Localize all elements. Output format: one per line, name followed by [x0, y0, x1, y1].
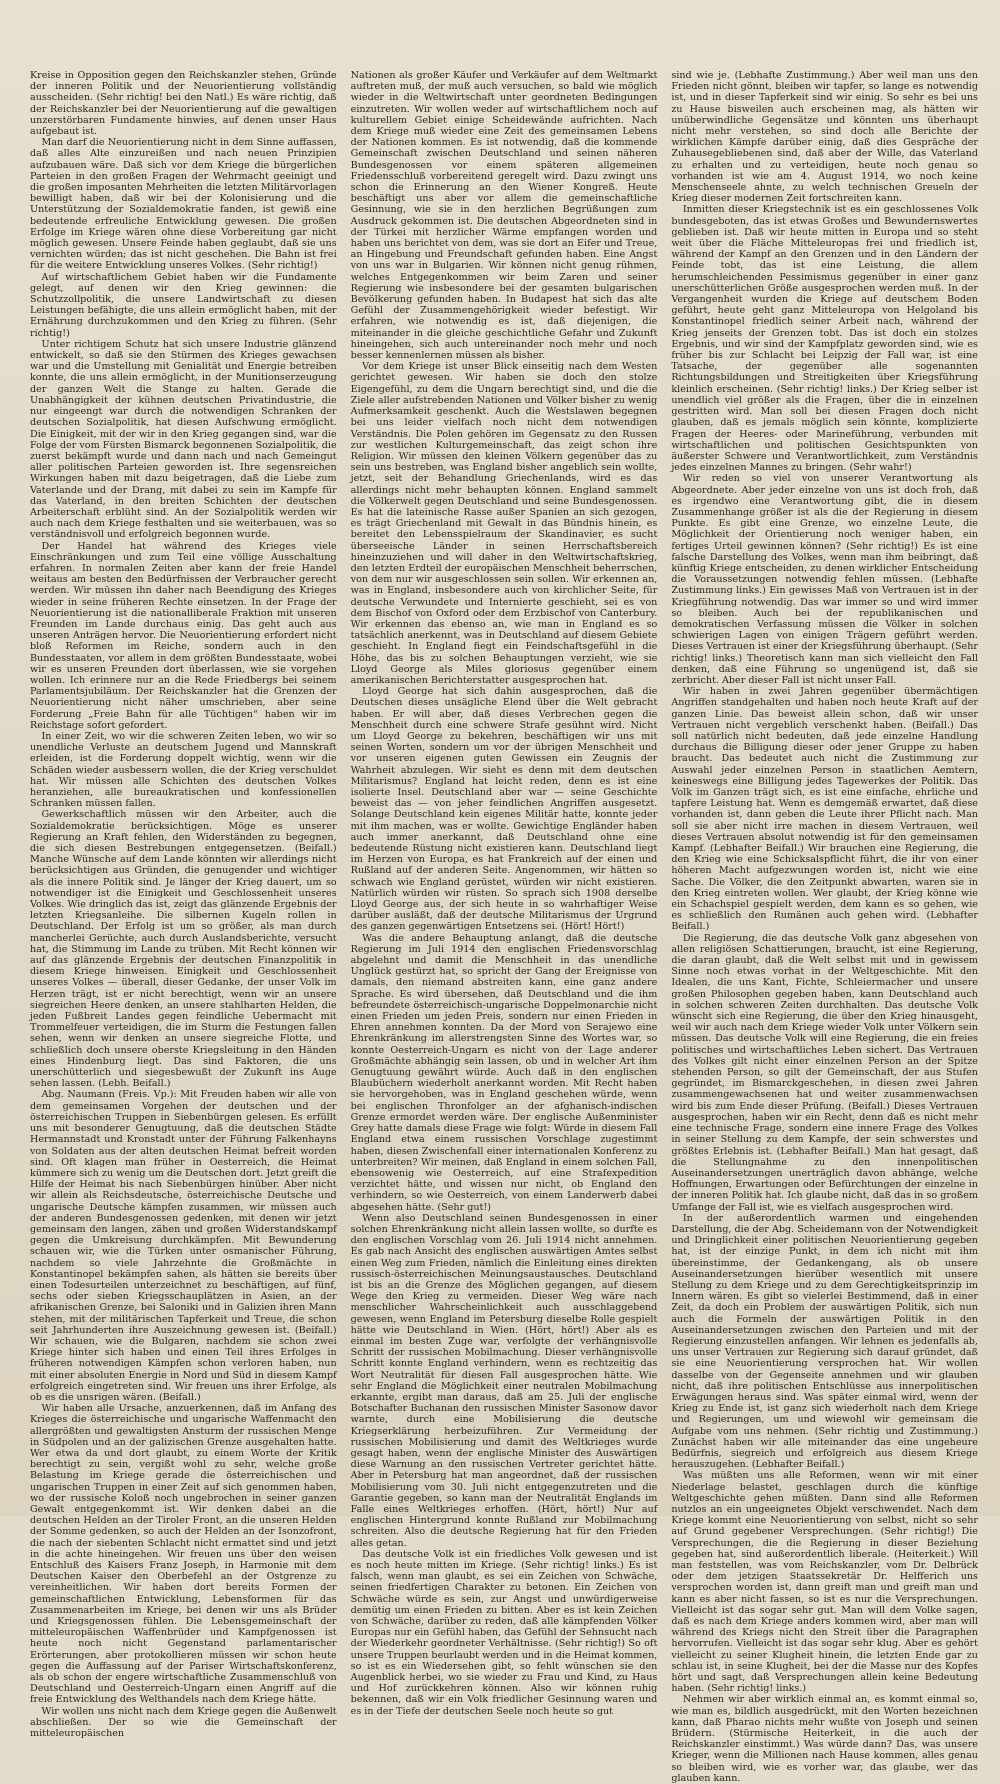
- paragraph: Gewerkschaftlich müssen wir den Arbeiter, auch die Sozialdemokratie berücksichtigen. Möge es unserer Regierung an Kraft fehlen, den Widerständen zu begegnen, die sich diesen Bestrebungen entgegensetzen. (Beifall.) Manche Wünsche auf dem Lande könnten wir allerdings nicht berücksichtigen aus Gründen, die genugender und wichtiger als die innere Politik sind. Je länger der Krieg dauert, um so notwendiger ist die Einigkeit und Geschlossenheit unseres Volkes. Wie dringlich das ist, zeigt das glänzende Ergebnis der letzten Kriegsanleihe. Die silbernen Kugeln rollen in Deutschland. Der Erfolg ist um so größer, als man durch mancherlei Gerüchte, auch durch Auslandsberichte, versucht hat, die Stimmung im Lande zu trüben. Mit Recht können wir auf das glänzende Ergebnis der deutschen Finanzpolitik in diesem Kriege hinweisen. Einigkeit und Geschlossenheit unseres Volkes — überall, dieser Gedanke, der unser Volk im Herzen trägt, ist er nicht berechtigt, wenn wir an unsere siegreichen Heere denken, an unsere stahlharten Helden, die jeden Fußbreit Landes gegen feindliche Uebermacht mit Trommelfeuer verteidigen, die im Sturm die Festungen fallen sehen, wenn wir denken an unsere siegreiche Flotte, und schließlich doch unsere oberste Kriegsleitung in den Händen eines Hindenburg liegt. Das sind Faktoren, die uns unerschütterlich und siegesbewußt der Zukunft ins Auge sehen lassen. (Lebh. Beifall.): [30, 809, 337, 1090]
- paragraph: Wenn also Deutschland seinen Bundesgenossen in einer solchen Ehrenkränkung nicht allein lassen wollte, so durfte es den englischen Vorschlag vom 26. Juli 1914 nicht annehmen. Es gab nach Ansicht des englischen auswärtigen Amtes selbst einen Weg zum Frieden, nämlich die Einleitung eines direkten russisch-österreichischen Meinungsaustausches. Deutschland ist bis an die Grenze des Möglichen gegangen, auf diesem Wege den Krieg zu vermeiden. Dieser Weg wäre nach menschlicher Wahrscheinlichkeit auch ausschlaggebend gewesen, wenn England im Petersburg dieselbe Rolle gespielt hätte wie Deutschland in Wien. (Hört, hört!) Aber als es einmal im besten Zuge war, verfolgte der verhängnisvolle Schritt der russischen Mobilmachung. Dieser verhängnisvolle Schritt konnte England verhindern, wenn es rechtzeitig das Wort Neutralität für diesen Fall ausgesprochen hätte. Wie sehr England die Möglichkeit einer neutralen Mobilmachung erkannte, ergibt man daraus, daß am 25. Juli der englische Botschafter Buchanan den russischen Minister Sasonow davor warnte, durch eine Mobilisierung die deutsche Kriegserklärung herbeizuführen. Zur Vermeidung der russischen Mobilisierung und damit des Weltkrieges wurde gesagt haben, wenn der englische Minister des Auswärtigen diese Warnung an den russischen Vertreter gerichtet hätte. Aber in Petersburg hat man angeordnet, daß der russischen Mobilisierung vom 30. Juli nicht entgegenzutreten und die Garantie gegeben, so kann man der Neutralität Englands im Falle eines Weltkrieges erhoffen. (Hört, hört!) Nur auf englischen Hintergrund konnte Rußland zur Mobilmachung schreiten. Also die deutsche Regierung hat für den Frieden alles getan.: [350, 1212, 658, 1549]
- paragraph: Wir reden so viel von unserer Verantwortung als Abgeordnete. Aber jeder einzelne von uns ist doch froh, daß es irgendwo eine Verantwortung gibt, die in diesem Zusammenhange größer ist als die der Regierung in diesem Punkte. Es gibt eine Grenze, wo einzelne Leute, die Möglichkeit der Orientierung noch weniger haben, ein fertiges Urteil gewinnen können? (Sehr richtig!) Es ist eine falsche Darstellung des Volkes, wenn man ihm beibringt, daß künftig Kriege entscheiden, zu denen wirklicher Entscheidung die Voraussetzungen notwendig fehlen müssen. (Lebhafte Zustimmung links.) Ein gewisses Maß von Vertrauen ist in der Kriegführung notwendig. Das war immer so und wird immer so bleiben. Auch bei der republikanischen und demokratischen Verfassung müssen die Völker in solchen schwierigen Lagen von einigen Trägern geführt werden. Dieses Vertrauen ist einer der Kriegsführung überhaupt. (Sehr richtig! links.) Theoretisch kann man sich vielleicht den Fall denken, daß eine Führung so ungenügend ist, daß sie zerbricht. Aber dieser Fall ist nicht unser Fall.: [671, 473, 978, 686]
- paragraph: Wir wollen uns nicht nach dem Kriege gegen die Außenwelt abschließen. Der so wie die Gemeinschaft der mitteleuropäischen: [30, 1705, 337, 1740]
- text-columns: [30, 70, 978, 1784]
- column-right: [671, 70, 978, 1784]
- paragraph: sind wie je. (Lebhafte Zustimmung.) Aber weil man uns den Frieden nicht gönnt, bleiben wir tapfer, so lange es notwendig ist, und in dieser Tapferkeit sind wir einig. So sehr es bei uns zu Hause bisweilen auch erscheinen mag, als hätten wir unüberwindliche Gegensätze und könnten uns überhaupt nicht mehr verstehen, so sind doch alle Berichte der wirklichen Kämpfe darüber einig, daß dies Gespräche der Zuhausegebliebenen sind, daß aber der Wille, das Vaterland zu erhalten und zu verteidigen, heute noch genau so vorhanden ist wie am 4. August 1914, wo noch keine Menschenseele ahnte, zu welch technischen Greueln der Krieg dieser modernen Zeit fortschreiten kann.: [671, 70, 978, 205]
- column-middle: [351, 70, 658, 1784]
- paragraph: Wir haben in zwei Jahren gegenüber übermächtigen Angriffen standgehalten und haben noch heute Kraft auf der ganzen Linie. Das beweist allein schon, daß wir unser Vertrauen nicht vergeblich verschenkt haben. (Beifall.) Das soll natürlich nicht bedeuten, daß jede einzelne Handlung durchaus die Billigung dieser oder jener Gruppe zu haben braucht. Das bedeutet auch nicht die Zustimmung zur Auswahl jeder einzelnen Person in staatlichen Aemtern, keineswegs eine Billigung jedes Tagewerkes der Politik. Das Volk im Ganzen trägt sich, es ist eine einfache, ehrliche und tapfere Leistung hat. Wenn es demgemäß erwartet, daß diese vorhanden ist, dann geben die Leute ihrer Pflicht nach. Man soll sie aber nicht irre machen in diesem Vertrauen, weil dieses Vertrauen absolut notwendig ist für den gemeinsamen Kampf. (Lebhafter Beifall.) Wir brauchen eine Regierung, die den Krieg wie eine Schicksalspflicht führt, die ihr von einer höheren Macht aufgezwungen worden ist, nicht wie eine Sache. Die Völker, die den Zeitpunkt abwarten, waren sie in den Krieg eintreten wollen. Wer glaubt, der Krieg könne wie ein Schachspiel gespielt werden, dem kann es so gehen, wie es schließlich den Rumänen auch gehen wird. (Lebhafter Beifall.): [671, 686, 978, 933]
- paragraph: Die Regierung, die das deutsche Volk ganz abgesehen von allen religiösen Schattierungen, braucht, ist eine Regierung, die daran glaubt, daß die Welt selbst mit und in gewissem Sinne noch etwas vorhat in der Weltgeschichte. Mit den Idealen, die uns Kant, Fichte, Schleiermacher und unsere großen Philosophen gegeben haben, kann Deutschland auch in solchen schweren Zeiten durchhalten. Das deutsche Volk wünscht sich eine Regierung, die über den Krieg hinausgeht, weil wir auch nach dem Kriege wieder Volk unter Völkern sein müssen. Das deutsche Volk will eine Regierung, die ein freies politisches und wirtschaftliches Leben sichert. Das Vertrauen des Volkes gilt nicht einer einzelnen Person an der Spitze stehenden Person, so gilt der Gemeinschaft, der aus Stufen gegründet, im Bismarckgeschehen, in diesen zwei Jahren zusammengewachsenen hat und weiter zusammenwachsen wird bis zum Ende dieser Prüfung. (Beifall.) Dieses Vertrauen ausgesprochen, haben wir ein Recht, denn daß es nicht mehr eine technische Frage, sondern eine innere Frage des Volkes in seiner Stellung zu dem Kampfe, der sein schwerstes und größtes Erlebnis ist. (Lebhafter Beifall.) Man hat gesagt, daß die Stellungnahme zu den innenpolitischen Auseinandersetzungen unerträglich davon abhänge, welche Hoffnungen, Erwartungen oder Befürchtungen der einzelne in der inneren Politik hat. Ich glaube nicht, daß das in so großem Umfange der Fall ist, wie es vielfach ausgesprochen wird.: [671, 932, 978, 1213]
- paragraph: Inmitten dieser Kriegstechnik ist es ein geschlossenes Volk bundesgeboten, das ist etwas Großes und Bewundernswertes geblieben ist. Daß wir heute mitten in Europa und so steht weit über die Fläche Mitteleuropas frei und friedlich ist, während der Kampf an den Grenzen und in den Ländern der Feinde tobt, das ist eine Leistung, die allem herumschleichenden Pessimismus gegenüber in einer ganz unerschütterlichen Größe ausgesprochen werden muß. In der Vergangenheit wurden die Kriege auf deutschem Boden geführt, heute geht ganz Mitteleuropa von Helgoland bis Konstantinopel friedlich seiner Arbeit nach, während der Krieg jenseits der Grenzen tobt. Das ist doch ein stolzes Ergebnis, und wir sind der Kampfplatz geworden sind, wie es früher bis zur Schlacht bei Leipzig der Fall war, ist eine Tatsache, der gegenüber alle sogenannten Richtungsbildungen und Streitigkeiten über Kriegsführung kleinlich erscheinen. (Sehr richtig! links.) Der Krieg selber ist unendlich viel größer als die Fragen, über die in einzelnen gestritten wird. Man soll bei diesen Fragen doch nicht glauben, daß es jemals möglich sein könnte, komplizierte Fragen der Heeres- oder Marineführung, verbunden mit wirtschaftlichen und politischen Gesichtspunkten von äußerster Schwere und Verantwortlichkeit, zum Verständnis jedes einzelnen Mannes zu bringen. (Sehr wahr!): [671, 204, 978, 474]
- paragraph: Nehmen wir aber wirklich einmal an, es kommt einmal so, wie man es, bildlich ausgedrückt, mit den Worten bezeichnen kann, daß Pharao nichts mehr wußte von Joseph und seinen Brüdern. (Stürmische Heiterkeit, in die auch der Reichskanzler einstimmt.) Was würde dann? Das, was unsere Krieger, wenn die Millionen nach Hause kommen, alles genau so bleiben wird, wie es vorher war, das glaube, wer das glauben kann.: [671, 1694, 978, 1784]
- paragraph: Was müßten uns alle Reformen, wenn wir mit einer Niederlage belastet, geschlagen durch die künftige Weltgeschichte gehen müßten. Dann sind alle Reformen nutzlos an ein ungeeignetes Objekt verschwendet. Nach dem Kriege kommt eine Neuorientierung von selbst, nicht so sehr auf Grund gegebener Versprechungen. (Sehr richtig!) Die Versprechungen, die die Regierung in dieser Beziehung gegeben hat, sind außerordentlich liberale. (Heiterkeit.) Will man feststellen, was vom Reichskanzler, vom Dr. Delbrück oder dem jetzigen Staatssekretär Dr. Helfferich uns versprochen worden ist, dann greift man und greift man und kann es aber nicht fassen, so ist es nur die Versprechungen. Vielleicht ist das sogar sehr gut. Man will dem Volke sagen, daß es nach dem Kriege anders kommen wird, aber man will während des Kriegs nicht den Streit über die Paragraphen hervorrufen. Vielleicht ist das sogar sehr klug. Aber es gehört vielleicht zu seiner Klugheit hinein, die letzten Ende gar zu schlau ist, in seine Klugheit, bei der die Masse nur des Kopfes hört und sagt, daß Versprechungen allein keine Bedeutung haben. (Sehr richtig! links.): [671, 1470, 978, 1695]
- paragraph: Was die andere Behauptung anlangt, daß die deutsche Regierung im Juli 1914 den englischen Friedensvorschlag abgelehnt und damit die Menschheit in das unendliche Unglück gestürzt hat, so spricht der Gang der Ereignisse von damals, den niemand abstreiten kann, eine ganz andere Sprache. Es wird übersehen, daß Deutschland und die ihm befreundete österreichisch-ungarische Doppelmonarchie nicht einen Frieden um jeden Preis, sondern nur einen Frieden in Ehren annehmen konnten. Da der Mord von Serajewo eine Ehrenkränkung im allerstrengsten Sinne des Wortes war, so konnte Oesterreich-Ungarn es nicht von der Lage anderer Großmächte abhängig sein lassen, ob und in welcher Art ihm Genugtuung gewährt würde. Auch daß in den englischen Blaubüchern wiederholt anerkannt worden. Mit Recht haben sie hervorgehoben, was in England geschehen würde, wenn bei englischen Thronfolger an der afghanisch-indischen Grenze ermordet werden wäre. Der englische Außenminister Grey hatte damals diese Frage wie folgt: Würde in diesem Fall England etwa einem russischen Vorschlage zugestimmt haben, diesen Zwischenfall einer internationalen Konferenz zu unterbreiten? Wir meinen, daß England in einem solchen Fall, ebensowenig wie Oesterreich, auf eine Strafexpedition verzichtet hätte, und wissen nur nicht, ob England den verhindern, so wie Oesterreich, von einem Landerwerb dabei abgesehen hätte. (Sehr gut!): [350, 932, 658, 1213]
- paragraph: Wir haben alle Ursache, anzuerkennen, daß im Anfang des Krieges die österreichische und ungarische Waffenmacht den allergrößten und gewaltigsten Ansturm der russischen Menge in Südpolen und an der galizischen Grenze ausgehalten hatte. Wer etwa da und dort glaubt, zu einem Worte der Kritik berechtigt zu sein, vergißt wohl zu sehr, welche große Belastung im Kriege gerade die österreichischen und ungarischen Truppen in einer Zeit auf sich genommen haben, wo der russische Koloß noch ungebrochen in seiner ganzen Gewalt entgegenkommt ist. Wir denken dabei an die deutschen Helden an der Tiroler Front, an die unseren Helden der Somme gedenken, so auch der Helden an der Isonzofront, die nach der siebenten Schlacht nicht ermattet sind und jetzt in die achte hineingehen. Wir freuen uns über den weisen Entschluß des Kaisers Franz Joseph, in Harmonie mit dem Deutschen Kaiser den Oberbefehl an der Ostgrenze zu vereinheitlichen. Wir haben dort bereits Formen der gemeinschaftlichen Entwicklung, Lebensformen für das Zusammenarbeiten im Kriege, bei denen wir uns als Brüder und Kriegsgenossen fühlen. Die Lebensgemeinschaft der mitteleuropäischen Waffenbrüder und Kampfgenossen ist heute noch nicht Gegenstand parlamentarischer Erörterungen, aber protokollieren müssen wir schon heute gegen die Auffassung auf der Pariser Wirtschaftskonferenz, als ob schon der engere wirtschaftliche Zusammenschluß von Deutschland und Oesterreich-Ungarn einen Angriff auf die freie Entwicklung des Welthandels nach dem Kriege hätte.: [30, 1403, 337, 1706]
- paragraph: Das deutsche Volk ist ein friedliches Volk gewesen und ist es noch heute mitten im Kriege. (Sehr richtig! links.) Es ist falsch, wenn man glaubt, es sei ein Zeichen von Schwäche, seinen friedfertigen Charakter zu betonen. Ein Zeichen von Schwäche würde es sein, zur Angst und unwürdigerweise demütig um einen Frieden zu bitten. Aber es ist kein Zeichen von Schwäche, darüber zu reden, daß alle kämpfenden Völker Europas nur ein Gefühl haben, das Gefühl der Sehnsucht nach der Wiederkehr geordneter Verhältnisse. (Sehr richtig!) So oft unsere Truppen beurlaubt werden und in die Heimat kommen, so ist es ein Wiedersehen gibt, so fehlt wünschen sie den Augenblick herbei, wo sie wieder zu Frau und Kind, zu Haus und Hof zurückkehren können. Also wir können ruhig bekennen, daß wir ein Volk friedlicher Gesinnung waren und es in der Tiefe der deutschen Seele noch heute so gut: [350, 1548, 658, 1717]
- paragraph: Abg. Naumann (Freis. Vp.): Mit Freuden haben wir alle von dem gemeinsamen Vorgehen der deutschen und der österreichischen Truppen in Siebenbürgen gelesen. Es erfüllt uns mit besonderer Genugtuung, daß die deutschen Städte Hermannstadt und Kronstadt unter der Führung Falkenhayns von Soldaten aus der alten deutschen Heimat befreit worden sind. Oft klagen man früher in Oesterreich, die Heimat kümmere sich zu wenig um die Deutschen dort. Jetzt greift die Hilfe der Heimat bis nach Siebenbürgen hinüber. Aber nicht wir allein als Reichsdeutsche, österreichische Deutsche und ungarische Deutsche kämpfen zusammen, wir müssen auch der anderen Bundesgenossen gedenken, mit denen wir jetzt gemeinsam den langen, zähen und großen Widerstandskampf gegen die Umkreisung durchkämpfen. Mit Bewunderung schauen wir, wie die Türken unter osmanischer Führung, nachdem so viele Jahrzehnte die Großmächte in Konstantinopel bekämpfen sahen, als hätten sie bereits über einen Todesurteilen unterzeichnet zu beschäftigen, auf fünf, sechs oder sieben Kriegsschauplätzen in Asien, an der afrikanischen Grenze, bei Saloniki und in Galizien ihren Mann stehen, mit der militärischen Tapferkeit und Treue, die schon seit Jahrhunderten ihre Auszeichnung gewesen ist. (Beifall.) Wir schauen, wie die Bulgaren, nachdem sie schon zwei Kriege hinter sich haben und einen Teil ihres Erfolges in früheren notwendigen Kämpfen schon verloren haben, nun mit einer absoluten Energie in Nord und Süd in diesem Kampf erfolgreich eingetreten sind. Wir freuen uns ihrer Erfolge, als ob es die unsrigen wären. (Beifall.): [30, 1089, 337, 1403]
- paragraph: In einer Zeit, wo wir die schweren Zeiten leben, wo wir so unendliche Verluste an deutschem Jugend und Mannskraft erleiden, ist die Forderung doppelt wichtig, wenn wir die Schäden wieder ausbessern wollen, die der Krieg verschuldet hat. Wir müssen alle Schichten des deutschen Volkes heranziehen, alle bureaukratischen und konfessionellen Schranken müssen fallen.: [30, 730, 337, 810]
- paragraph: Der Handel hat während des Krieges viele Einschränkungen und zum Teil eine völlige Ausschaltung erfahren. In normalen Zeiten aber kann der freie Handel weitaus am besten den Bedürfnissen der Verbraucher gerecht werden. Wir müssen ihn daher nach Beendigung des Krieges wieder in seine früheren Rechte einsetzen. In der Frage der Neuorientierung ist die nationalliberale Fraktion mit unseren Freunden im Lande durchaus einig. Das geht auch aus unseren Anträgen hervor. Die Neuorientierung erfordert nicht bloß Reformen im Reiche, sondern auch in den Bundesstaaten, vor allem in dem größten Bundesstaate, wobei wir es unseren Freunden dort überlassen, wie sie vorgehen wollen. Ich erinnere nur an die Rede Friedbergs bei seinem Parlamentsjubiläum. Der Reichskanzler hat die Grenzen der Neuorientierung nicht näher umschrieben, aber seine Forderung „Freie Bahn für alle Tüchtigen“ haben wir im Reichstage sofort gefordert.: [30, 540, 337, 731]
- paragraph: Unter richtigem Schutz hat sich unsere Industrie glänzend entwickelt, so daß sie den Stürmen des Krieges gewachsen war und die Umstellung mit Genialität und Energie betreiben konnte, die uns allein ermöglicht, in der Munitionserzeugung der ganzen Welt die Stange zu halten. Gerade die Unabhängigkeit der kühnen deutschen Privatindustrie, die nur eingeengt war durch die notwendigen Schranken der deutschen Sozialpolitik, hat diesen Aufschwung ermöglicht. Die Einigkeit, mit der wir in den Krieg gegangen sind, war die Folge der vom Fürsten Bismarck begonnenen Sozialpolitik, die zuerst bekämpft wurde und dann nach und nach Gemeingut aller politischen Parteien geworden ist. Ihre segensreichen Wirkungen haben mit dazu beigetragen, daß die Liebe zum Vaterlande und der Drang, mit dabei zu sein im Kampfe für das Vaterland, in den breiten Schichten der deutschen Arbeiterschaft erblüht sind. An der Sozialpolitik werden wir auch nach dem Kriege festhalten und sie weiterbauen, was so verständnisvoll und erfolgreich begonnen wurde.: [30, 338, 337, 541]
- paragraph: Man darf die Neuorientierung nicht in dem Sinne auffassen, daß alles Alte einzureißen und nach neuen Prinzipien aufzubauen wäre. Daß sich vor dem Kriege die bürgerlichen Parteien in den großen Fragen der Wehrmacht geeinigt und die großen imposanten Mehrheiten die letzten Militärvorlagen bewilligt haben, daß wir bei der Kolonisierung und die Unterstützung der Sozialdemokratie fanden, ist gewiß eine bedeutende erfreuliche Entwicklung gewesen. Die großen Erfolge im Kriege wären ohne diese Vorbereitung gar nicht möglich gewesen. Unsere Feinde haben geglaubt, daß sie uns vernichten würden; das ist nicht geschehen. Die Bahn ist frei für die weitere Entwicklung unseres Volkes. (Sehr richtig!): [30, 137, 337, 272]
- paragraph: In der außerordentlich warmen und eingehenden Darstellung, die der Abg. Scheidemann von der Notwendigkeit und Dringlichkeit einer politischen Neuorientierung gegeben hat, ist der einzige Punkt, in dem ich nicht mit ihm übereinstimme, der Gedankengang, als ob unsere Auseinandersetzungen hierüber wesentlich mit unsere Stellung zu dem Kriege und zu dem Gerechtigkeitsprinzip im Innern wären. Es gibt so vielerlei Bestimmend, daß in einer Zeit, da doch ein Problem der auswärtigen Politik, sich nun auch die Formeln der auswärtigen Politik in den Auseinandersetzungen zwischen den Parteien und mit der Regierung einzustellen anfangen. Wir lehnen es jedenfalls ab, uns unser Vertrauen zur Regierung sich darauf gründet, daß sie eine Neuorientierung versprochen hat. Wir wollen dasselbe von der Gegenseite annehmen und wir glauben nicht, daß ihre politischen Entschlüsse aus innerpolitischen Erwägungen heraus sind. Was später einmal wird, wenn der Krieg zu Ende ist, ist ganz sich wiederholt nach dem Kriege und Regierungen, um und wiewohl wir gemeinsam die Aufgabe vom uns nehmen. (Sehr richtig und Zustimmung.) Zunächst haben wir alle miteinander das eine ungeheure Bedürfnis, siegreich und erfolgreich aus diesem Kriege herauszugehen. (Lebhafter Beifall.): [671, 1212, 978, 1471]
- paragraph: Vor dem Kriege ist unser Blick einseitig nach dem Westen gerichtet gewesen. Wir haben sie doch den stolze Eigengefühl, zu dem die Ungarn berechtigt sind, und die die Ziele aller aufstrebenden Nationen und Völker bisher zu wenig Aufmerksamkeit geschenkt. Auch die Westslawen begegnen bei uns leider vielfach noch nicht dem notwendigen Verständnis. Die Polen gehören im Gegensatz zu den Russen zur westlichen Kulturgemeinschaft, das zeigt schon ihre Religion. Wir müssen den kleinen Völkern gegenüber das zu sein uns bestreben, was England bisher angeblich sein wollte, jetzt, seit der Behandlung Griechenlands, wird es das allerdings nicht mehr behaupten können. England sammelt die Völkerwelt gegen Deutschland und seine Bundesgenossen. Es hat die lateinische Rasse außer Spanien an sich gezogen, es trägt Griechenland mit Gewalt in das Bündnis hinein, es bereitet den Lebensspielraum der Skandinavier, es sucht überseeische Länder in seinen Herrschaftsbereich hineinzuziehen und will daher in den Weltwirtschaftskrieg, den letzten Erdteil der europäischen Menschheit beherrschen, von dem nur wir ausgeschlossen sein sollen. Wir erkennen an, was in England, insbesondere auch von kirchlicher Seite, für deutsche Verwundete und Internierte geschieht, sei es von dem Bischof von Oxford oder dem Erzbischof von Canterbury. Wir erkennen das ebenso an, wie man in England es so tatsächlich anerkennt, was in Deutschland auf diesem Gebiete geschieht. In England fiegt ein Feindschaftsgefühl in die Höhe, das bis zu solchen Behauptungen verzieht, wie sie Lloyd George als Miles gloriosus gegenüber einem amerikanischen Berichterstatter ausgesprochen hat.: [350, 361, 658, 686]
- paragraph: Kreise in Opposition gegen den Reichskanzler stehen, Gründe der inneren Politik und der Neuorientierung vollständig ausscheiden. (Sehr richtig! bei den Natl.) Es wäre richtig, daß der Reichskanzler bei der Neuorientierung auf die gewaltigen unzerstörbaren Fundamente hinwies, auf denen unser Haus aufgebaut ist.: [30, 70, 337, 138]
- column-left: [30, 70, 337, 1784]
- paragraph: Nationen als großer Käufer und Verkäufer auf dem Weltmarkt auftreten muß, der muß auch versuchen, so bald wie möglich wieder in die Weltwirtschaft unter geordneten Bedingungen einzutreten. Wir wollen weder auf wirtschaftlichem noch auf kulturellem Gebiet einige Scheidewände aufrichten. Nach dem Kriege muß wieder eine Zeit des gemeinsamen Lebens der Nationen kommen. Es ist notwendig, daß die kommende Gemeinschaft zwischen Deutschland und seinen näheren Bundesgenossen vor einem späteren allgemeinen Friedensschluß vorbereitend geregelt wird. Dazu zwingt uns schon die Erinnerung an den Wiener Kongreß. Heute beschäftigt uns aber vor allem die gemeinschaftliche Gesinnung, wie sie in den herzlichen Begrüßungen zum Ausdruck gekommen ist. Die deutschen Abgeordneten sind in der Türkei mit herzlicher Wärme empfangen worden und haben uns berichtet von dem, was sie dort an Eifer und Treue, an Hingebung und Freundschaft gefunden haben. Eine Angst von uns war in Bulgarien. Wir können nicht genug rühmen, welches Entgegenkommen wir beim Zaren und seiner Regierung wie insbesondere bei der gesamten bulgarischen Bevölkerung gefunden haben. In Budapest hat sich das alte Gefühl der Zusammengehörigkeit wieder befestigt. Wir erfahren, wie notwendig es ist, daß diejenigen, die miteinander in die gleiche geschichtliche Gefahr und Zukunft hineingehen, sich auch untereinander noch mehr und noch besser kennenlernen müssen als bisher.: [350, 70, 658, 362]
- paragraph: Lloyd George hat sich dahin ausgesprochen, daß die Deutschen dieses unsägliche Elend über die Welt gebracht haben. Er will aber, daß dieses Verbrechen gegen die Menschheit durch eine schwere Strafe gesühnt wird. Nicht um Lloyd George zu bekehren, beschäftigen wir uns mit seinen Worten, sondern um vor der übrigen Menschheit und vor unseren eigenen guten Gewissen ein Zeugnis der Wahrheit abzulegen. Wir sieht es denn mit dem deutschen Militarismus? England hat leicht reden, denn es ist eine isolierte Insel. Deutschland aber war — seine Geschichte beweist das — von jeher feindlichen Angriffen ausgesetzt. Solange Deutschland kein eigenes Militär hatte, konnte jeder mit ihm machen, was er wollte. Gewichtige Engländer haben auch immer anerkannt, daß Deutschland ohne eine bedeutende Rüstung nicht existieren kann. Deutschland liegt im Herzen von Europa, es hat Frankreich auf der einen und Rußland auf der anderen Seite. Angenommen, wir hätten so schwach wie England gerüstet, würden wir nicht existieren. Natürlich würden wir rüsten. So sprach sich 1908 derselbe Lloyd George aus, der sich heute in so wahrhaftiger Weise darüber ausläßt, daß der deutsche Militarismus der Urgrund des ganzen gegenwärtigen Entsetzens sei. (Hört! Hört!): [350, 686, 658, 933]
- paragraph: Auf wirtschaftlichem Gebiet haben wir die Fundamente gelegt, auf denen wir den Krieg gewinnen: die Schutzzollpolitik, die unsere Landwirtschaft zu diesen Leistungen befähigte, die uns allein ermöglicht haben, mit der Ernährung durchzukommen und den Krieg zu führen. (Sehr richtig!): [30, 271, 337, 339]
